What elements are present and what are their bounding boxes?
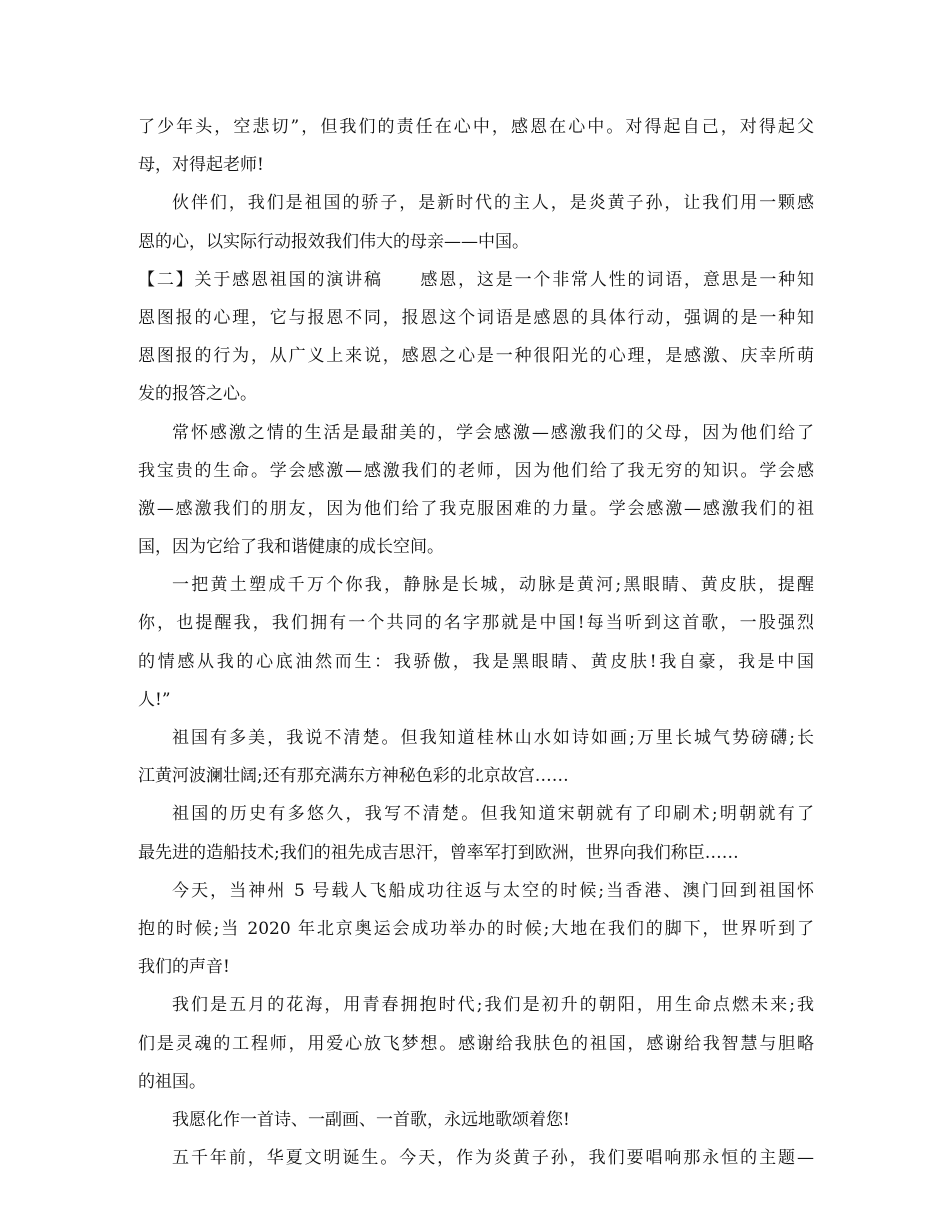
para-today <box>138 872 814 987</box>
para-five-thousand <box>138 1139 814 1177</box>
text-line: 我宝贵的生命。学会感激—感激我们的老师，因为他们给了我无穷的知识。学会感 <box>138 460 814 481</box>
para-wish <box>138 1101 814 1139</box>
text-line: 祖国的历史有多悠久，我写不清楚。但我知道宋朝就有了印刷术;明朝就有了 <box>172 804 814 825</box>
text-line: 一把黄土塑成千万个你我，静脉是长城，动脉是黄河;黑眼睛、黄皮肤，提醒 <box>172 575 814 596</box>
text-line: 最先进的造船技术;我们的祖先成吉思汗，曾率军打到欧洲，世界向我们称臣…… <box>138 842 739 863</box>
text-line: 祖国有多美，我说不清楚。但我知道桂林山水如诗如画;万里长城气势磅礴;长 <box>172 728 814 748</box>
text-line: 五千年前，华夏文明诞生。今天，作为炎黄子孙，我们要唱响那永恒的主题— <box>172 1148 814 1169</box>
text-line: 恩的心，以实际行动报效我们伟大的母亲——中国。 <box>138 231 529 252</box>
text-line: 恩图报的行为，从广义上来说，感恩之心是一种很阳光的心理，是感激、庆幸所萌 <box>138 346 814 367</box>
para-partners <box>138 184 814 260</box>
text-line: 母，对得起老师! <box>138 155 264 176</box>
text-line: 我愿化作一首诗、一副画、一首歌，永远地歌颂着您! <box>172 1109 570 1130</box>
text-line: 了少年头，空悲切”，但我们的责任在心中，感恩在心中。对得起自己，对得起父 <box>138 117 814 137</box>
text-line: 【二】关于感恩祖国的演讲稿 感恩，这是一个非常人性的词语，意思是一种知 <box>138 269 814 290</box>
text-line: 恩图报的心理，它与报恩不同，报恩这个词语是感恩的具体行动，强调的是一种知 <box>138 307 814 328</box>
text-line: 发的报答之心。 <box>138 384 257 405</box>
text-line: 抱的时候;当 2020 年北京奥运会成功举办的时候;大地在我们的脚下，世界听到了 <box>138 918 814 939</box>
text-line: 我们的声音! <box>138 957 230 978</box>
text-line: 的情感从我的心底油然而生：我骄傲，我是黑眼睛、黄皮肤!我自豪，我是中国 <box>138 651 814 672</box>
document-body <box>138 108 814 1177</box>
para-yellow-earth <box>138 566 814 719</box>
para-history <box>138 795 814 871</box>
para-gratitude <box>138 414 814 567</box>
text-line: 们是灵魂的工程师，用爱心放飞梦想。感谢给我肤色的祖国，感谢给我智慧与胆略 <box>138 1033 814 1054</box>
text-line: 江黄河波澜壮阔;还有那充满东方神秘色彩的北京故宫…… <box>138 766 569 787</box>
text-line: 今天，当神州 5 号载人飞船成功往返与太空的时候;当香港、澳门回到祖国怀 <box>172 880 814 901</box>
text-line: 常怀感激之情的生活是最甜美的，学会感激—感激我们的父母，因为他们给了 <box>172 422 814 443</box>
text-line: 伙伴们，我们是祖国的骄子，是新时代的主人，是炎黄子孙，让我们用一颗感 <box>172 193 814 214</box>
para-continued <box>138 108 814 184</box>
text-line: 我们是五月的花海，用青春拥抱时代;我们是初升的朝阳，用生命点燃未来;我 <box>172 995 814 1016</box>
para-section-two <box>138 261 814 414</box>
text-line: 激—感激我们的朋友，因为他们给了我克服困难的力量。学会感激—感激我们的祖 <box>138 498 814 519</box>
para-flowers <box>138 986 814 1101</box>
text-line: 国，因为它给了我和谐健康的成长空间。 <box>138 537 444 558</box>
text-line: 你，也提醒我，我们拥有一个共同的名字那就是中国!每当听到这首歌，一股强烈 <box>138 613 814 634</box>
text-line: 人!” <box>138 689 171 710</box>
text-line: 的祖国。 <box>138 1071 206 1092</box>
para-beauty <box>138 719 814 795</box>
